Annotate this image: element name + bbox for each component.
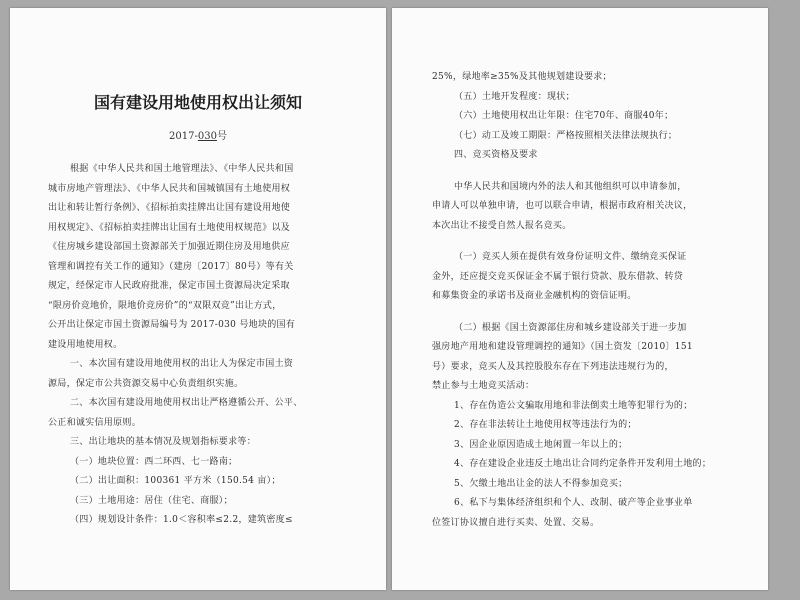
text-line: 管理和调控有关工作的通知》（建房〔2017〕80号）等有关 bbox=[48, 261, 294, 272]
text-line: 城市房地产管理法》、《中华人民共和国城镇国有土地使用权 bbox=[48, 183, 291, 194]
text-line: 《住房城乡建设部国土资源部关于加强近期住房及用地供应 bbox=[48, 242, 290, 252]
doc-number-prefix: 2017- bbox=[169, 131, 198, 142]
text-line: （四）规划设计条件：1.0＜容积率≤2.2，建筑密度≤ bbox=[70, 515, 293, 525]
spacer bbox=[432, 307, 732, 319]
list-item: 3、因企业原因造成土地闲置一年以上的； bbox=[454, 439, 628, 450]
text-line: 用权规定》、《招标拍卖挂牌出让国有土地使用权规范》以及 bbox=[48, 222, 291, 233]
text-line: 金外，还应提交竞买保证金不属于银行贷款、股东借款、转贷 bbox=[432, 271, 684, 282]
text-line: （五）土地开发程度：现状； bbox=[454, 91, 575, 102]
doc-number-value: 030 bbox=[197, 131, 217, 142]
left-page-body bbox=[48, 160, 348, 531]
text-line: 申请人可以单独申请，也可以联合申请，根据市政府相关决议， bbox=[432, 201, 693, 211]
list-item: 6、私下与集体经济组织和个人、改制、破产等企业事业单 bbox=[454, 498, 693, 508]
document-number bbox=[10, 127, 386, 142]
text-line: 建设用地使用权。 bbox=[48, 339, 123, 350]
document-page-left bbox=[10, 8, 386, 590]
text-line: 中华人民共和国境内外的法人和其他组织可以申请参加， bbox=[454, 181, 687, 192]
text-line: 一、本次国有建设用地使用权的出让人为保定市国土资 bbox=[70, 359, 294, 369]
text-line: 根据《中华人民共和国土地管理法》、《中华人民共和国 bbox=[70, 164, 294, 174]
right-page-body bbox=[432, 68, 732, 533]
text-line: 强房地产用地和建设管理调控的通知》（国土资发〔2010〕151 bbox=[432, 342, 693, 352]
list-item: 4、存在建设企业违反土地出让合同约定条件开发利用土地的； bbox=[454, 459, 712, 469]
text-line: （二）根据《国土资源部住房和城乡建设部关于进一步加 bbox=[454, 322, 687, 333]
spacer bbox=[432, 236, 732, 248]
text-line: 二、本次国有建设用地使用权出让严格遵循公开、公平、 bbox=[70, 398, 303, 408]
text-line: 25%，绿地率≥35%及其他规划建设要求； bbox=[432, 72, 612, 82]
list-item: 5、欠缴土地出让金的法人不得参加竞买； bbox=[454, 478, 628, 489]
text-line: 出让和转让暂行条例》、《招标拍卖挂牌出让国有建设用地使 bbox=[48, 203, 291, 213]
text-line: （六）土地使用权出让年限：住宅70年、商服40年； bbox=[454, 111, 674, 121]
text-line: （一）竞买人须在提供有效身份证明文件、缴纳竞买保证 bbox=[454, 252, 687, 262]
text-line: 号）要求，竞买人及其控股股东存在下列违法违规行为的， bbox=[432, 361, 674, 372]
doc-number-suffix: 号 bbox=[216, 131, 227, 142]
text-line: 源局，保定市公共资源交易中心负责组织实施。 bbox=[48, 378, 244, 389]
text-line: （七）动工及竣工期限：严格按照相关法律法规执行； bbox=[454, 130, 678, 141]
list-item: 1、存在伪造公文骗取用地和非法倒卖土地等犯罪行为的； bbox=[454, 400, 693, 411]
spacer bbox=[432, 166, 732, 178]
document-title: 国有建设用地使用权出让须知 bbox=[93, 93, 302, 112]
text-line: 禁止参与土地竞买活动： bbox=[432, 381, 535, 391]
text-line: 本次出让不接受自然人报名竞买。 bbox=[432, 220, 572, 231]
text-line: （三）土地用途：居住（住宅、商服）； bbox=[70, 495, 233, 506]
document-page-right bbox=[392, 8, 768, 590]
text-line: 和募集资金的承诺书及商业金融机构的资信证明。 bbox=[432, 291, 637, 301]
text-line: 规定，经保定市人民政府批准，保定市国土资源局决定采取 bbox=[48, 281, 290, 291]
text-line: 位签订协议擅自进行买卖、处置、交易。 bbox=[432, 517, 600, 528]
text-line: （二）出让面积：100361 平方米（150.54 亩）； bbox=[70, 476, 281, 486]
text-line: “限房价竞地价，限地价竞房价”的“双限双竞”出让方式， bbox=[48, 300, 282, 311]
text-line: 公正和诚实信用原则。 bbox=[48, 417, 142, 428]
text-line: （一）地块位置：西二环西、七一路南； bbox=[70, 456, 238, 467]
text-line: 公开出让保定市国土资源局编号为 2017-030 号地块的国有 bbox=[48, 320, 296, 330]
section-heading: 四、竞买资格及要求 bbox=[454, 150, 538, 160]
text-line: 三、出让地块的基本情况及规划指标要求等： bbox=[70, 437, 257, 447]
list-item: 2、存在非法转让土地使用权等违法行为的； bbox=[454, 420, 637, 430]
